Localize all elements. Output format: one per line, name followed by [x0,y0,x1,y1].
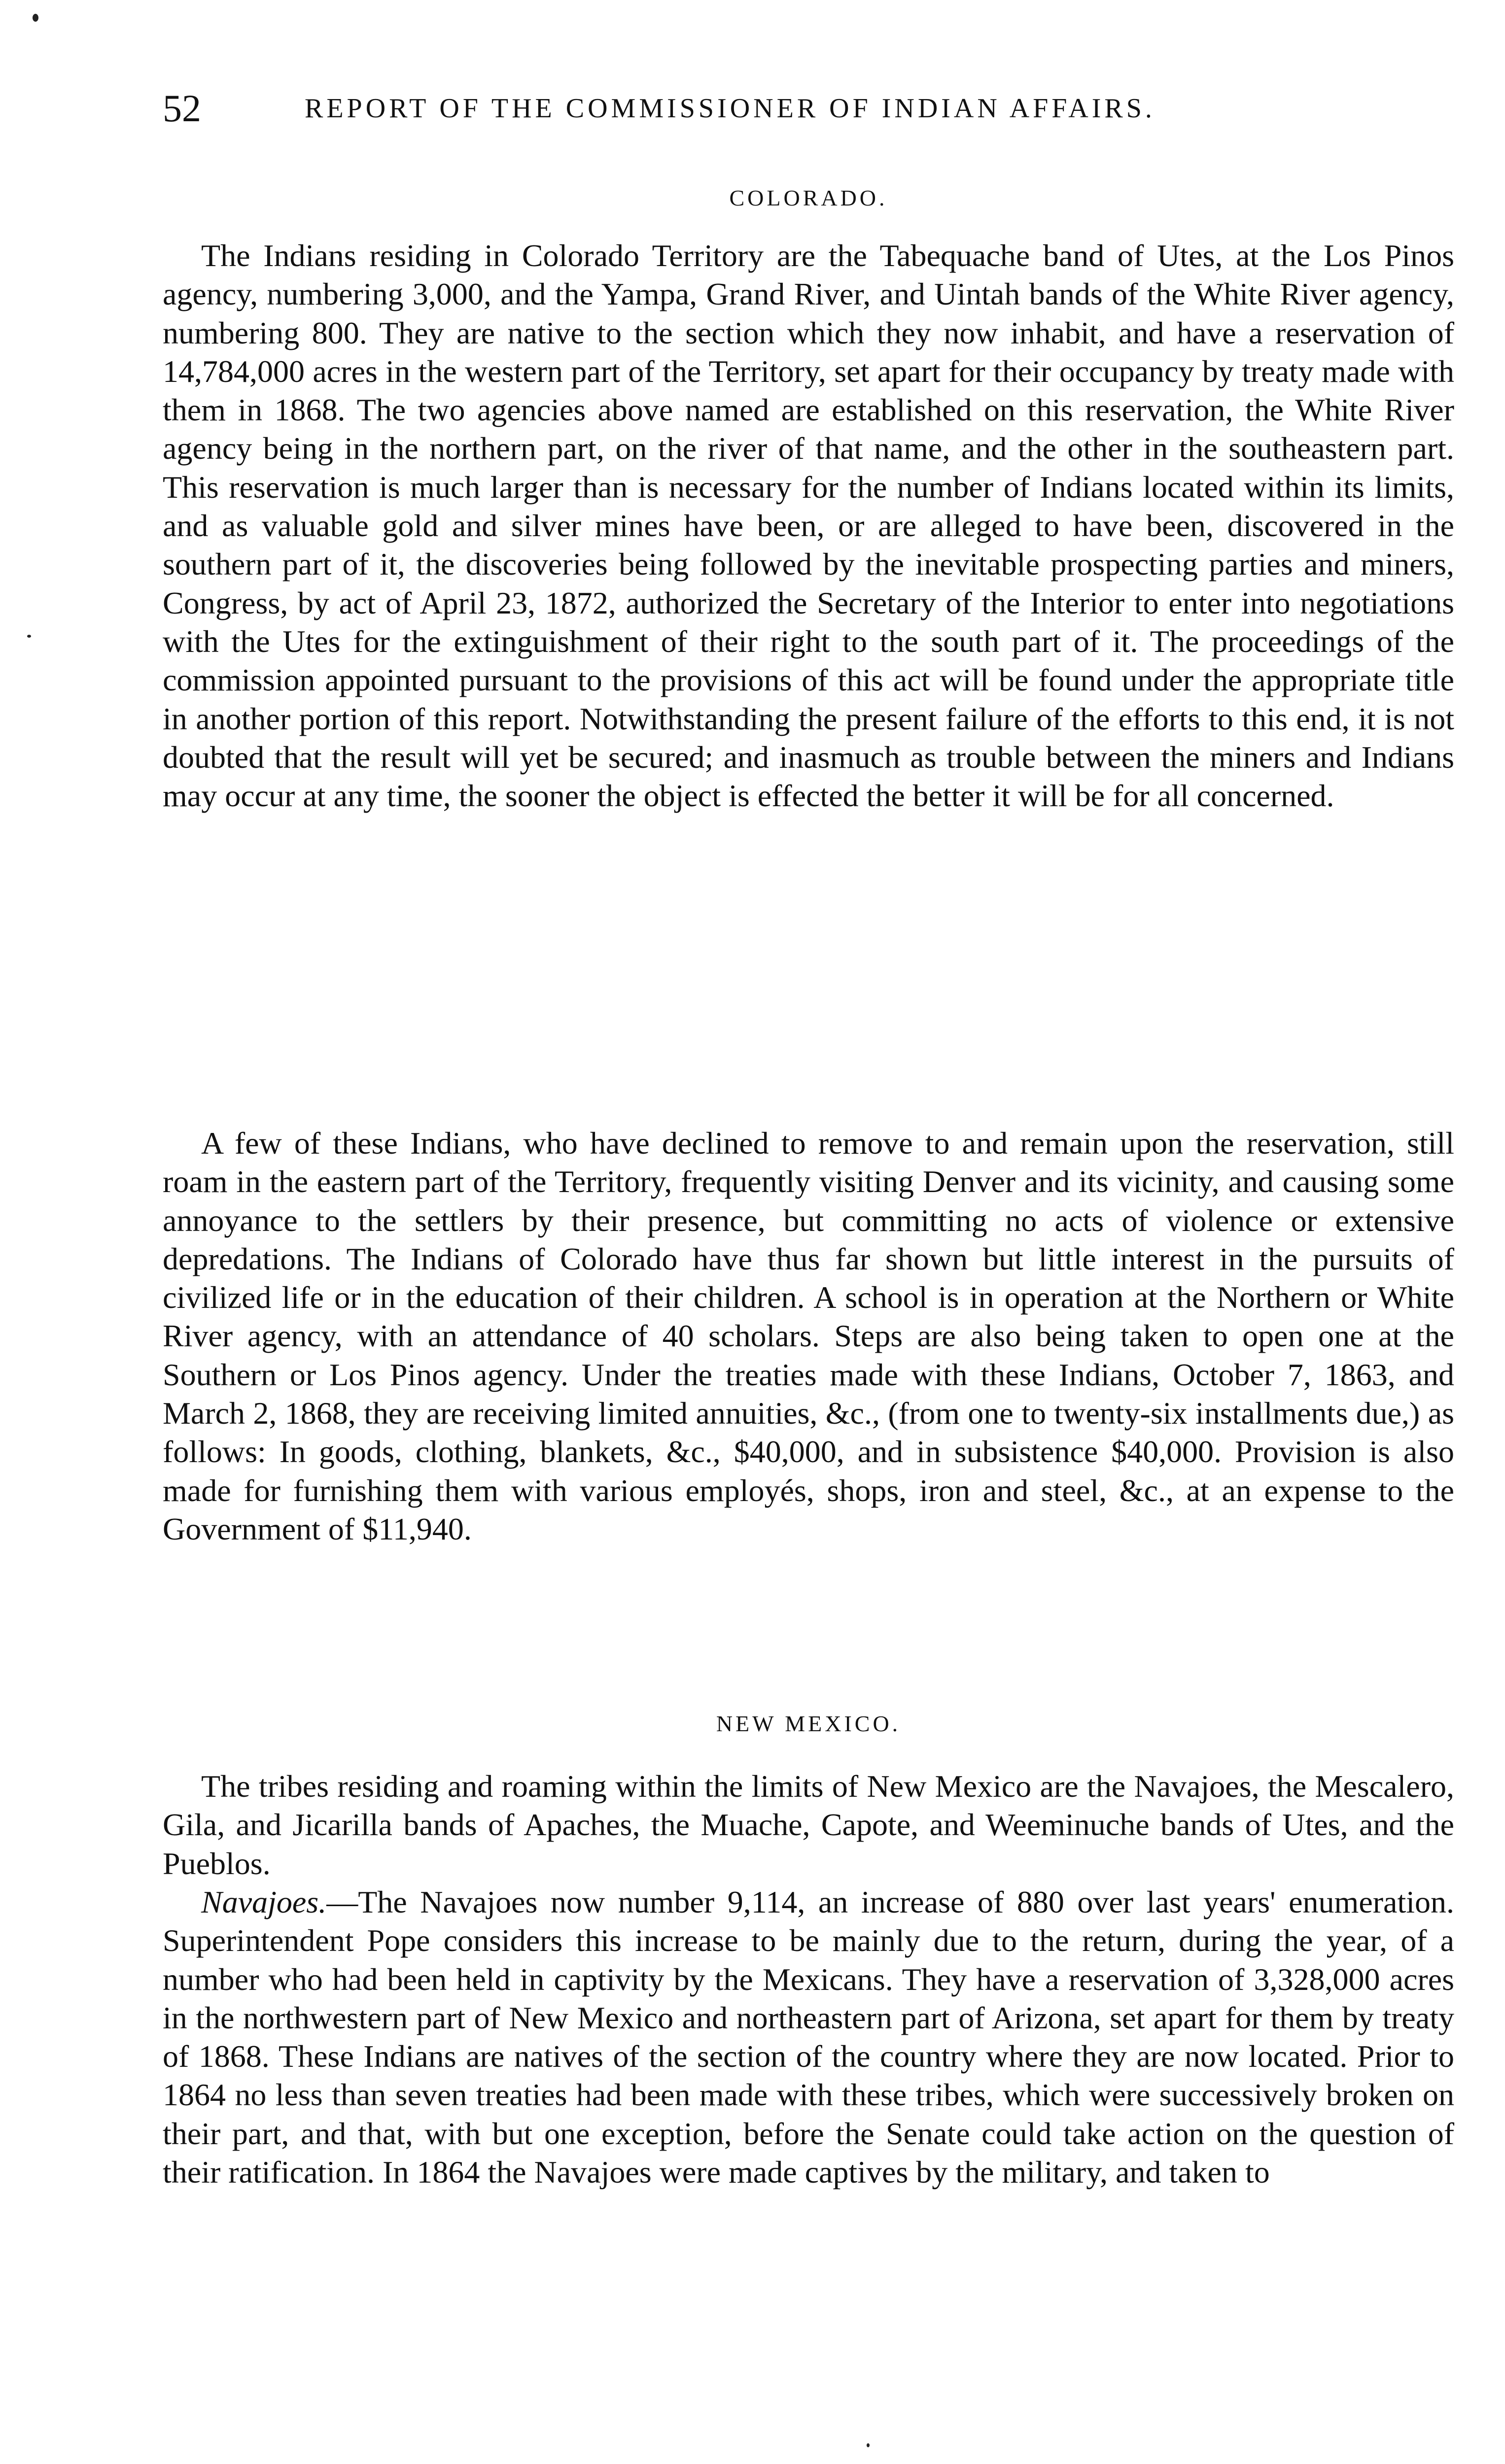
running-header [163,86,1454,131]
colorado-paragraph-2: A few of these Indians, who have declined to remove to and remain upon the reservation, still roam in the eastern part of the Territory, frequently visiting Denver and its vicinity, and causing some annoyance to the settlers by their presence, but committing no acts of violence or extensive depredations. The Indians of Colorado have thus far shown but little interest in the pursuits of civilized life or in the education of their children. A school is in operation at the Northern or White River agency, with an attendance of 40 scholars. Steps are also being taken to open one at the Southern or Los Pinos agency. Under the treaties made with these Indians, October 7, 1863, and March 2, 1868, they are receiving limited annuities, &c., (from one to twenty-six installments due,) as follows: In goods, clothing, blankets, &c., $40,000, and in subsistence $40,000. Provision is also made for furnishing them with various employés, shops, iron and steel, &c., at an expense to the Government of $11,940. [163,1126,1454,1546]
running-title: REPORT OF THE COMMISSIONER OF INDIAN AFFAIRS. [305,93,1155,124]
new-mexico-paragraph-1: The tribes residing and roaming within the limits of New Mexico are the Navajoes, the Mescalero, Gila, and Jicarilla bands of Apaches, the Muache, Capote, and Weeminuche bands of Utes, and the Pueblos. [163,1769,1454,1881]
colorado-paragraph-1: The Indians residing in Colorado Territory are the Tabequache band of Utes, at the Los Pinos agency, numbering 3,000, and the Yampa, Grand River, and Uintah bands of the White River agency, numbering 800. They are native to the section which they now inhabit, and have a reservation of 14,784,000 acres in the western part of the Territory, set apart for their occupancy by treaty made with them in 1868. The two agencies above named are established on this reservation, the White River agency being in the northern part, on the river of that name, and the other in the southeastern part. This reservation is much larger than is necessary for the number of Indians located within its limits, and as valuable gold and silver mines have been, or are alleged to have been, discovered in the southern part of it, the discoveries being followed by the inevitable prospecting parties and miners, Congress, by act of April 23, 1872, authorized the Secretary of the Interior to enter into negotiations with the Utes for the extinguishment of their right to the south part of it. The proceedings of the commission appointed pursuant to the provisions of this act will be found under the appropriate title in another portion of this report. Notwithstanding the present failure of the efforts to this end, it is not doubted that the result will yet be secured; and inasmuch as trouble between the miners and Indians may occur at any time, the sooner the object is effected the better it will be for all concerned. [163,238,1454,814]
corner-ink-mark [33,14,38,22]
page-number: 52 [163,87,201,130]
navajoes-text: —The Navajoes now number 9,114, an increase of 880 over last years' enumeration. Superintendent Pope considers this increase to be mainly due to the return, during the year, of a number who had been held in captivity by the Mexicans. They have a reservation of 3,328,000 acres in the northwestern part of New Mexico and northeastern part of Arizona, set apart for them by treaty of 1868. These Indians are natives of the section of the country where they are now located. Prior to 1864 no less than seven treaties had been made with these tribes, which were successively broken on their part, and that, with but one exception, before the Senate could take action on the question of their ratification. In 1864 the Navajoes were made captives by the military, and taken to [163,1884,1454,2190]
section-heading-colorado: COLORADO. [729,185,888,210]
navajoes-lead: Navajoes. [201,1884,327,1919]
navajoes-paragraph [163,1883,1454,2191]
margin-ink-mark [27,635,31,638]
stray-ink-mark [867,2443,870,2447]
section-heading-new-mexico: NEW MEXICO. [716,1711,901,1736]
